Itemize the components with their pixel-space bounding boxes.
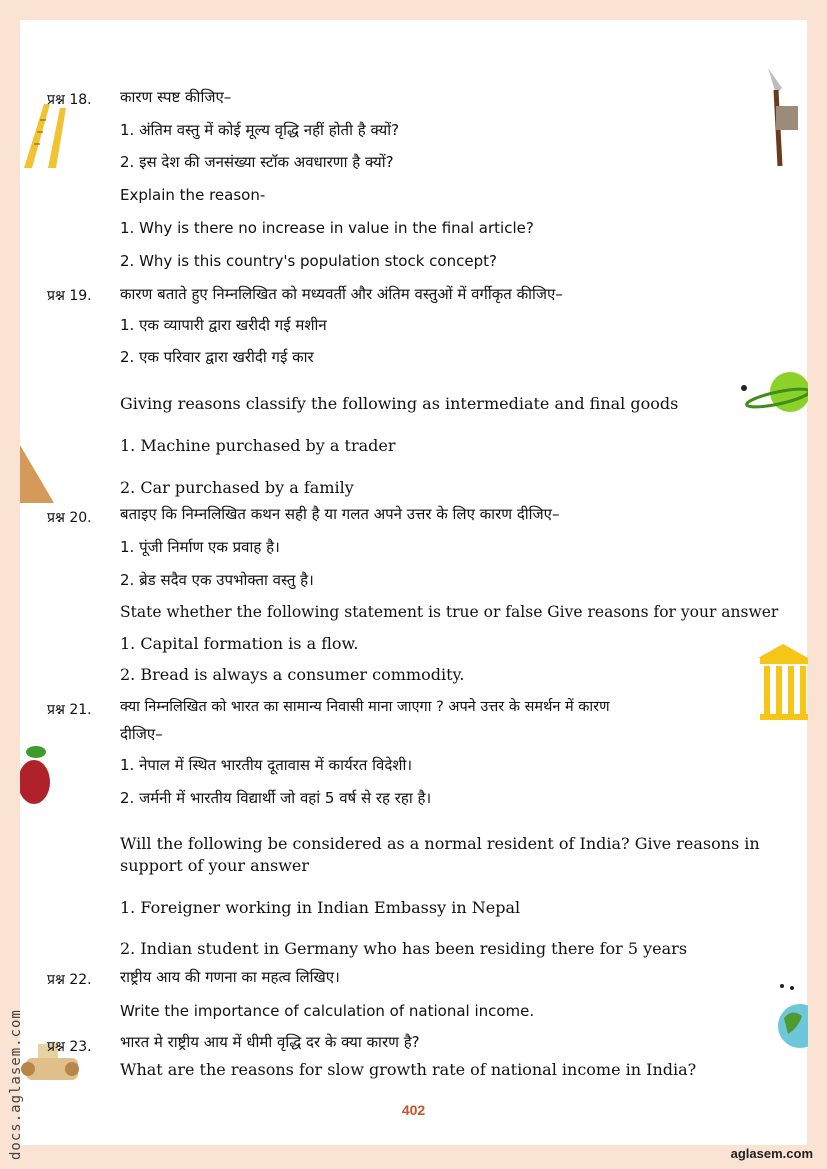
globe-icon <box>776 982 808 1052</box>
question-text-hindi: कारण बताते हुए निम्नलिखित को मध्यवर्ती और अंतिम वस्तुओं में वर्गीकृत कीजिए– <box>120 285 563 303</box>
temple-icon <box>758 642 808 720</box>
apple-icon <box>20 742 54 806</box>
question-text-english: Write the importance of calculation of national income. <box>120 1002 535 1020</box>
question-item-english: 1. Foreigner working in Indian Embassy in Nepal <box>120 898 521 917</box>
question-item-hindi: 1. पूंजी निर्माण एक प्रवाह है। <box>120 538 280 556</box>
question-item-hindi: 2. ब्रेड सदैव एक उपभोक्ता वस्तु है। <box>120 571 314 589</box>
ruler-icon <box>20 100 68 168</box>
question-text-english: State whether the following statement is true or false Give reasons for your answer <box>120 603 779 621</box>
question-text-hindi: क्या निम्नलिखित को भारत का सामान्य निवासी माना जाएगा ? अपने उत्तर के समर्थन में कारण <box>120 699 610 715</box>
question-item-hindi: 2. एक परिवार द्वारा खरीदी गई कार <box>120 348 314 366</box>
pyramid-icon <box>20 445 54 503</box>
question-item-hindi: 2. जर्मनी में भारतीय विद्यार्थी जो वहां 5 वर्ष से रह रहा है। <box>120 789 432 807</box>
question-number: प्रश्न 23. <box>47 1039 92 1055</box>
question-text-english: Will the following be considered as a normal resident of India? Give reasons in support of your answer <box>120 834 760 875</box>
question-item-english: 2. Bread is always a consumer commodity. <box>120 665 465 684</box>
question-item-english: 2. Car purchased by a family <box>120 478 354 497</box>
question-text-english: Giving reasons classify the following as intermediate and final goods <box>120 394 679 413</box>
question-text-hindi: भारत मे राष्ट्रीय आय में धीमी वृद्धि दर के क्या कारण है? <box>120 1033 420 1051</box>
question-number: प्रश्न 19. <box>47 288 92 304</box>
question-item-english: 1. Capital formation is a flow. <box>120 634 359 653</box>
question-item-hindi: 1. अंतिम वस्तु में कोई मूल्य वृद्धि नहीं होती है क्यों? <box>120 121 400 139</box>
question-number: प्रश्न 21. <box>47 702 92 718</box>
question-text-hindi: बताइए कि निम्नलिखित कथन सही है या गलत अपने उत्तर के लिए कारण दीजिए– <box>120 505 560 523</box>
question-item-hindi: 1. नेपाल में स्थित भारतीय दूतावास में कार्यरत विदेशी। <box>120 756 413 774</box>
question-text-hindi: दीजिए– <box>120 725 163 743</box>
question-text-hindi: कारण स्पष्ट कीजिए– <box>120 88 232 106</box>
question-text-english: Explain the reason- <box>120 186 266 204</box>
planet-icon <box>738 370 808 416</box>
question-number: प्रश्न 20. <box>47 510 92 526</box>
question-number: प्रश्न 22. <box>47 972 92 988</box>
question-item-hindi: 2. इस देश की जनसंख्या स्टॉक अवधारणा है क्यों? <box>120 153 394 171</box>
question-item-english: 2. Indian student in Germany who has been residing there for 5 years <box>120 939 688 958</box>
question-number: प्रश्न 18. <box>47 92 92 108</box>
question-item-english: 1. Machine purchased by a trader <box>120 436 396 455</box>
spear-icon <box>764 66 808 168</box>
question-text-hindi: राष्ट्रीय आय की गणना का महत्व लिखिए। <box>120 968 340 986</box>
page-number: 402 <box>401 1102 426 1118</box>
side-watermark: docs.aglasem.com <box>8 1009 24 1160</box>
question-text-english: What are the reasons for slow growth rate of national income in India? <box>120 1060 697 1079</box>
brand-footer: aglasem.com <box>730 1146 813 1161</box>
question-item-hindi: 1. एक व्यापारी द्वारा खरीदी गई मशीन <box>120 316 327 334</box>
question-item-english: 2. Why is this country's population stock concept? <box>120 252 497 270</box>
question-item-english: 1. Why is there no increase in value in the final article? <box>120 219 534 237</box>
